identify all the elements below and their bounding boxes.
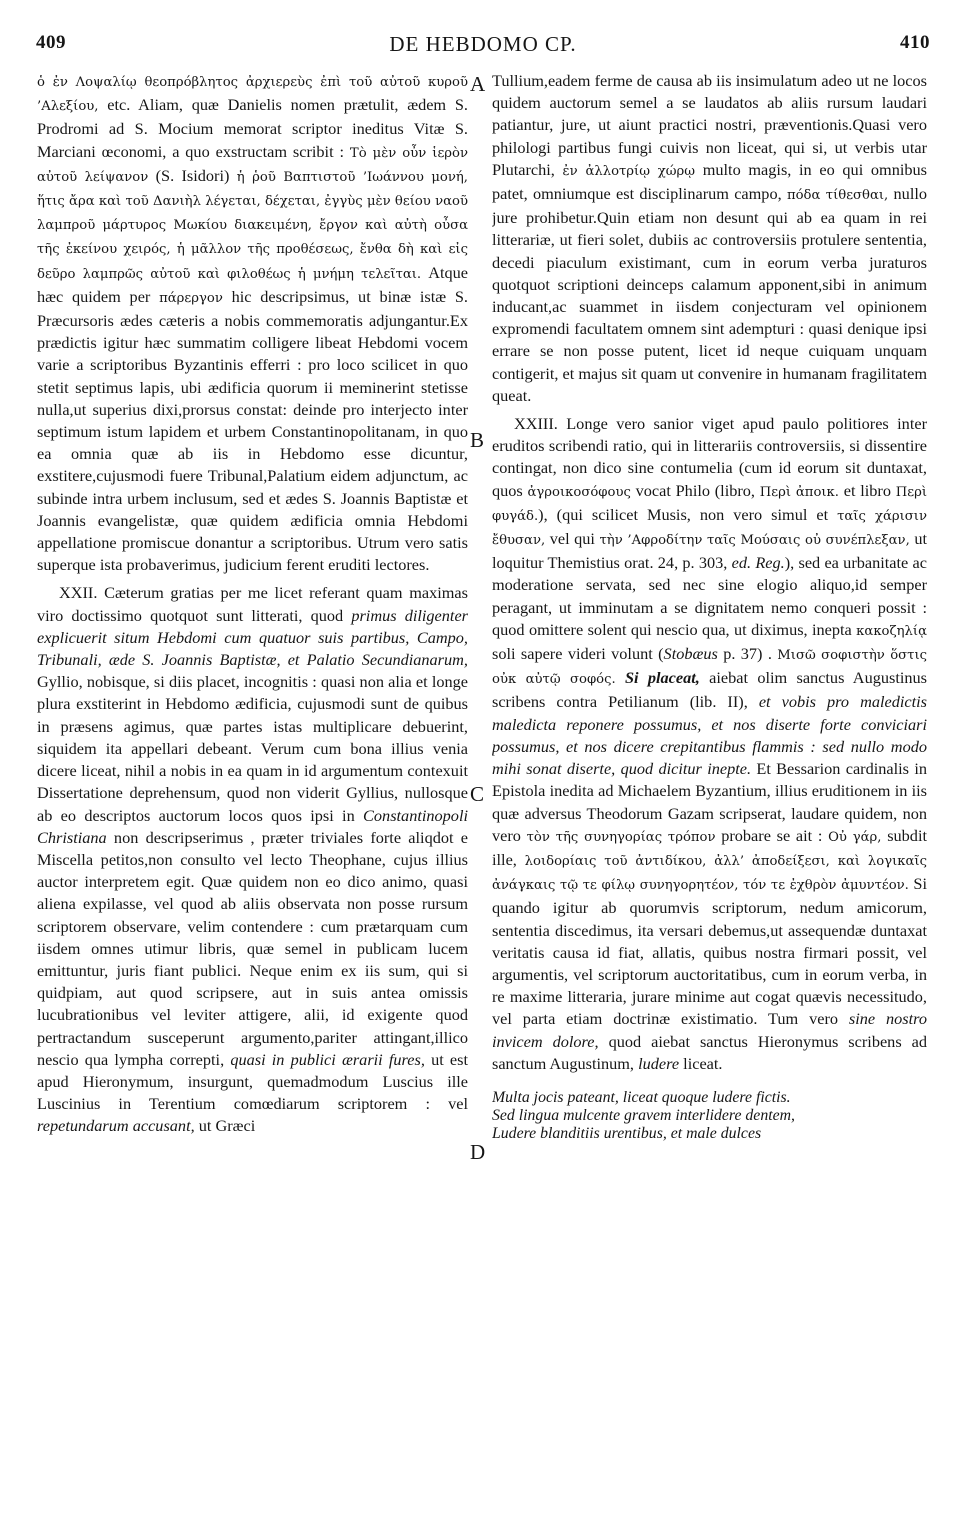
latin-text: etc. Aliam, quæ Danielis nomen prætulit, ædem S. Prodromi ad S. Mocium memorat scriptor ineditus Vitæ S. Marciani œconomi, a quo exstructam scribit : <box>37 95 468 161</box>
latin-text: Tullium,eadem ferme de causa ab iis insimulatum adeo ut ne locos quidem auctorum semel a se laudatos ab aliis rursum laudari patiantur, jure, ut aiunt practici nostri, præventionis.Quasi vero philologi partibus fungi cuivis non liceat, qui si, ut verbis utar Plutarchi, <box>492 71 927 179</box>
greek-text: πάρεργον <box>159 290 223 306</box>
margin-letter-c: C <box>470 782 485 806</box>
author-ref: Stobæus <box>663 644 718 664</box>
book-title: Constantinopoli Christiana <box>37 805 468 847</box>
latin-text: non descripserimus , præter triviales forte aliqdot e Miscella petitos,non consulto vel lecto Theophane, cujus illius auctor interpretem egit. Quæ quidem non eo dico animo, quasi aliena expilasse, vel quod ab aliis observata non posse rursum scriptorem observare, velim contendere : cum prætarquam cum iisdem omnes utimur libris, quæ semel in publicam lucem emittuntur, juris fiant publici. Neque enim ex iis sum, qui si quidpiam, aut quod scripsere, aut in suis antea omissis lucubrationibus vel leviter attigere, alii, id exigente quod pertractandum susceperunt argumento,pariter attingant,illico nescio qua lympha correpti, <box>37 827 468 1069</box>
page-header <box>36 32 930 62</box>
verse-line: Sed lingua mulcente gravem interlidere dentem, <box>492 1106 795 1124</box>
greek-text: Τὸ μὲν οὖν ἱερὸν αὐτοῦ λείψανον <box>37 145 468 185</box>
verse-line: Multa jocis pateant, liceat quoque ludere fictis. <box>492 1088 791 1106</box>
italic-quote: quasi in publici ærarii fures, <box>230 1049 425 1069</box>
page-number-left: 409 <box>36 32 66 53</box>
latin-text: soli sapere videri volunt ( <box>492 644 664 664</box>
latin-text: Et Bessarion cardinalis in Epistola inedita ad Michaelem Byzantium, illius eruditionem in iis quæ adversus Theodorum Gazam scripserat, laudare quidem, non vero <box>492 759 927 845</box>
latin-text: subdit ille, <box>492 825 927 869</box>
page-number-right: 410 <box>900 32 930 53</box>
latin-text: aiebat olim sanctus Augustinus scribens contra Petilianum (lib. II), <box>492 668 927 712</box>
verse-quotation <box>492 1089 927 1143</box>
greek-text: ἐν ἀλλοτρίῳ χώρῳ <box>562 163 696 179</box>
verse-line: Ludere blanditiis urentibus, et male dulces <box>492 1124 762 1142</box>
greek-text: Μισῶ σοφιστὴν ὅστις οὐκ αὐτῷ σοφός. <box>492 648 927 688</box>
latin-text: quod aiebat sanctus Hieronymus scribens ad sanctum Augustinum, <box>492 1031 927 1073</box>
latin-text: Si quando igitur ab quorumvis scriptorum, nedum amicorum, sententia discedimus, ita versari debemus,ut assequendæ duntaxat veritatis causa id fiat, allatis, quibus nostra firmari possit, vel argumentis, vel scriptorum auctoritatibus, cum in eorum verba, in re maxime litteraria, jurare minime aut cogat quævis necessitudo, vel parta etiam doctrinæ existimatio. Tum vero <box>492 874 927 1029</box>
latin-text: XXII. Cæterum gratias per me licet referant quam maximas viro doctissimo quotquot sunt litterati, quod <box>37 583 468 625</box>
latin-text: ), (qui scilicet Musis, non vero simul et <box>538 504 829 524</box>
italic-quote: repetundarum accusant, <box>37 1116 195 1136</box>
italic-quote: et vobis pro maledictis maledicta reponere possumus, et nos diserte forte conviciari possumus, et nos dicere crepitantibus flammis : sed nullo modo mihi sonat diserte, quod dicitur inepte. <box>492 692 927 779</box>
latin-text: et libro <box>843 480 891 500</box>
running-title: DE HEBDOMO CP. <box>389 32 577 56</box>
latin-text: ut Græci <box>198 1116 256 1136</box>
left-paragraph-1 <box>37 70 468 576</box>
greek-text: Περὶ φυγάδ. <box>492 484 927 524</box>
margin-letter-a: A <box>470 72 486 96</box>
latin-text: multo magis, in eo qui omnibus patet, omniumque est disciplinarum campo, <box>492 159 927 204</box>
greek-text: τὴν ’Αφροδίτην ταῖς Μούσαις οὐ συνέπλεξαν, <box>599 533 910 549</box>
greek-text: ἀγροικοσόφους <box>527 484 631 500</box>
greek-text: λοιδορίαις τοῦ ἀντιδίκου, ἀλλ’ ἀποδείξεσι, καὶ λογικαῖς ἀνάγκαις τῷ τε φίλῳ συνηγορητέον, τόν τε ἐχθρὸν ἀμυντέον. <box>492 853 927 894</box>
latin-text: probare se ait : <box>721 825 823 845</box>
latin-text: ), sed ea urbanitate ac moderatione servata, sed nec sine elogio aliquo,id semper peragant, ut imminutam a se dignitatem nemo conqueri possit : quod omittere solent qui nescio qua, ut diximus, inepta <box>492 553 927 639</box>
latin-text: liceat. <box>683 1053 723 1073</box>
latin-text: Gyllio, nobisque, si diis placet, incognitis : quasi non alia et longe plura exstiterint in Hebdomo ædificia, cujusmodi sunt de quibus in præsens agimus, quæ partes istas multiplicare debuerint, siquidem ita appellari debeant. Verum cum bona illius venia dicere liceat, nihil a nobis in ea quam in id argumentum contexuit Dissertatione deprehensum, quod non viderit Gyllius, nullosque ab eo descriptos auctorum locos quos ipsi in <box>37 672 468 825</box>
greek-text: τὸν τῆς συνηγορίας τρόπον <box>526 829 716 845</box>
greek-text: πόδα τίθεσθαι, <box>786 188 889 204</box>
latin-text: nullo jure prohibetur.Quin etiam non desunt qui ab ea quam in rei litterariæ, ut fieri solet, dubiis ac controversiis protulere sententia, decedi piaculum existimant, cum in eorum verba juraturos quotquot scriptioni deinceps calamum apponent,sibi in animum inducant,ac suammet in iisdem conjecturam vel opinionem expromendi facultatem omnem sint adempturi : quasi denique ipsi errare se non posse putent, licet id neque cuiquam unquam contigerit, et majus sit quam ut convenire in humanam fragilitatem queat. <box>492 184 927 405</box>
section-xxii <box>37 582 468 1137</box>
greek-text: ταῖς χάρισιν ἔθυσαν, <box>492 508 927 549</box>
latin-text: Atque hæc quidem per <box>37 262 468 306</box>
margin-letter-b: B <box>470 428 485 452</box>
margin-letter-d: D <box>470 1140 486 1164</box>
greek-text: Περὶ ἀποικ. <box>759 484 839 500</box>
greek-text: ἡ ῥοῦ Βαπτιστοῦ ’Ιωάννου μονή, ἥτις ἄρα καὶ τοῦ Δανιὴλ λέγεται, δέχεται, ἐγγὺς μὲν θείου ναοῦ λαμπροῦ μάρτυρος Μωκίου διακειμένη, ἔργον καὶ αὐτὴ οὖσα τῆς ἐκείνου χειρός, ἡ μᾶλλον τῆς προθέσεως, ἔνθα δὴ καὶ εἰς δεῦρο λαμπρῶς αὐτοῦ καὶ φιλοθέως ἡ μνήμη τελεῖται. <box>37 169 468 282</box>
italic-quote: Si placeat, <box>625 668 700 688</box>
greek-text: ὁ ἐν Λοψαλίῳ θεοπρόβλητος ἀρχιερεὺς ἐπὶ τοῦ αὐτοῦ κυροῦ ’Αλεξίου, <box>37 75 468 115</box>
latin-text: p. 37) . <box>723 644 772 664</box>
latin-text: ut est apud Hieronymum, insurgunt, quemadmodum Luscius ille Luscinius in Terentium comœdiarum scriptorem : vel <box>37 1049 468 1114</box>
italic-quote: primus diligenter explicuerit situm Hebdomi cum quatuor suis partibus, Campo, Tribunali, æde S. Joannis Baptistæ, et Palatio Secundianarum, <box>37 605 468 670</box>
right-column <box>492 70 927 1490</box>
edition-ref: ed. Reg. <box>731 553 785 573</box>
latin-text: vel qui <box>549 529 595 549</box>
latin-text: vocat Philo (libro, <box>635 480 755 500</box>
italic-quote: sine nostro invicem dolore, <box>492 1009 927 1051</box>
greek-text: Οὐ γάρ, <box>828 829 882 845</box>
right-paragraph-1 <box>492 70 927 407</box>
section-xxiii <box>492 413 927 1075</box>
latin-text: ut loquitur Themistius orat. 24, p. 303, <box>492 529 927 573</box>
left-column <box>37 70 468 1490</box>
latin-text: hic descripsimus, ut binæ istæ S. Præcursoris ædes cæteris a nobis commemoratis adjungantur.Ex prædictis igitur hæc summatim colligere libeat Hebdomi vocem varie a scriptoribus Byzantinis efferri : pro loco scilicet in quo stetit septimus lapis, ubi ædificia quorum ii meminerint stetisse nulla,ut superius dixi,prorsus constat: deinde pro interjecto inter septimum istum lapidem et urbem Constantinopolitanam, in quo ea omnia quæ ab iis in Hebdomo esse dicuntur, exstitere,cujusmodi fuere Tribunal,Palatium eidem adjunctum, ac subinde intra urbem inclusum, sed et ædes S. Joannis Baptistæ et Joannis evangelistæ, quæ quidem ædificia omnia Hebdomi appellatione promiscue donantur a scriptoribus. Utrum vero satis superque ista probaverimus, judicium ferent eruditi lectores. <box>37 286 468 575</box>
italic-word: ludere <box>638 1053 680 1073</box>
greek-text: κακοζηλίᾳ <box>856 623 927 639</box>
latin-text: XXIII. Longe vero sanior viget apud paulo politiores inter eruditos scribendi ratio, qui in litterariis controversiis, si dissentire contingat, non dico sine contumelia (cum id eorum sit duntaxat, quos <box>492 414 927 500</box>
latin-text: (S. Isidori) <box>155 165 230 185</box>
